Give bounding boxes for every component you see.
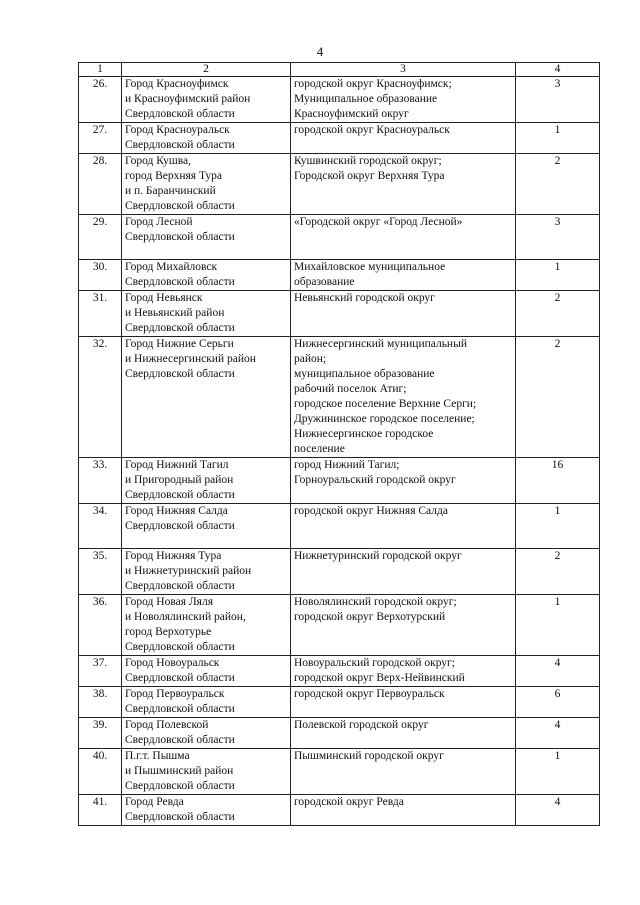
count-cell: 2 <box>516 549 600 595</box>
municipality-cell <box>291 215 516 260</box>
settlement-cell <box>122 504 291 549</box>
municipality-line: Новолялинский городской округ; <box>294 596 457 608</box>
settlement-line: Город Первоуральск <box>125 688 225 700</box>
row-number: 39. <box>79 718 122 749</box>
settlement-line: Город Лесной <box>125 216 193 228</box>
settlement-cell <box>122 656 291 687</box>
count-cell: 2 <box>516 291 600 337</box>
settlement-line: Свердловской области <box>125 139 235 151</box>
settlement-line: Свердловской области <box>125 520 235 532</box>
municipality-cell <box>291 656 516 687</box>
settlement-line: Свердловской области <box>125 580 235 592</box>
column-header: 4 <box>516 63 600 77</box>
settlement-cell <box>122 718 291 749</box>
table-body <box>79 77 600 826</box>
count-cell: 16 <box>516 458 600 504</box>
settlement-line: Свердловской области <box>125 368 235 380</box>
settlement-line: Город Нижние Серьги <box>125 338 234 350</box>
settlement-line: и Пригородный район <box>125 474 234 486</box>
municipality-line: Нижнесергинский муниципальный <box>294 338 467 350</box>
settlement-line: Город Нижняя Тура <box>125 550 222 562</box>
municipality-line: городской округ Верх-Нейвинский <box>294 672 465 684</box>
settlement-cell <box>122 215 291 260</box>
municipality-cell <box>291 795 516 826</box>
count-cell: 6 <box>516 687 600 718</box>
municipality-line: рабочий поселок Атиг; <box>294 383 407 395</box>
row-number: 38. <box>79 687 122 718</box>
settlement-line: Город Новая Ляля <box>125 596 214 608</box>
settlement-line: город Верхняя Тура <box>125 170 223 182</box>
table-row <box>79 718 600 749</box>
districts-table <box>78 62 600 826</box>
settlement-line: Свердловской области <box>125 489 235 501</box>
settlement-line: и п. Баранчинский <box>125 185 216 197</box>
count-cell: 4 <box>516 718 600 749</box>
row-number: 27. <box>79 123 122 154</box>
row-number: 35. <box>79 549 122 595</box>
table-row <box>79 215 600 260</box>
table-row <box>79 458 600 504</box>
municipality-cell <box>291 687 516 718</box>
municipality-line: городской округ Ревда <box>294 796 404 808</box>
table-row <box>79 123 600 154</box>
settlement-line: Город Полевской <box>125 719 209 731</box>
settlement-line: П.г.т. Пышма <box>125 750 190 762</box>
municipality-cell <box>291 260 516 291</box>
municipality-line: Горноуральский городской округ <box>294 474 456 486</box>
municipality-cell <box>291 77 516 123</box>
municipality-cell <box>291 749 516 795</box>
municipality-line: городской округ Нижняя Салда <box>294 505 448 517</box>
settlement-cell <box>122 458 291 504</box>
municipality-line: «Городской округ «Город Лесной» <box>294 216 463 228</box>
count-cell: 2 <box>516 337 600 458</box>
page-number: 4 <box>316 44 324 59</box>
settlement-cell <box>122 260 291 291</box>
column-header: 3 <box>291 63 516 77</box>
settlement-cell <box>122 337 291 458</box>
municipality-line: образование <box>294 276 355 288</box>
settlement-line: Город Новоуральск <box>125 657 220 669</box>
settlement-line: и Нижнетуринский район <box>125 565 252 577</box>
settlement-cell <box>122 687 291 718</box>
table-row <box>79 337 600 458</box>
count-cell: 3 <box>516 77 600 123</box>
municipality-line: город Нижний Тагил; <box>294 459 400 471</box>
municipality-line: Невьянский городской округ <box>294 292 435 304</box>
table-row <box>79 749 600 795</box>
settlement-line: Город Кушва, <box>125 155 191 167</box>
settlement-line: Свердловской области <box>125 276 235 288</box>
table-row <box>79 795 600 826</box>
settlement-line: Свердловской области <box>125 200 235 212</box>
settlement-line: Свердловской области <box>125 231 235 243</box>
row-number: 37. <box>79 656 122 687</box>
settlement-line: и Нижнесергинский район <box>125 353 256 365</box>
settlement-cell <box>122 123 291 154</box>
count-cell: 4 <box>516 795 600 826</box>
settlement-line: Город Михайловск <box>125 261 218 273</box>
municipality-line: городской округ Верхотурский <box>294 611 446 623</box>
table-row <box>79 260 600 291</box>
municipality-line: Кушвинский городской округ; <box>294 155 442 167</box>
settlement-line: Свердловской области <box>125 811 235 823</box>
municipality-line: городское поселение Верхние Серги; <box>294 398 477 410</box>
table-row <box>79 687 600 718</box>
municipality-line: Михайловское муниципальное <box>294 261 446 273</box>
settlement-cell <box>122 77 291 123</box>
municipality-line: поселение <box>294 443 345 455</box>
settlement-cell <box>122 291 291 337</box>
settlement-line: Свердловской области <box>125 780 235 792</box>
settlement-line: город Верхотурье <box>125 626 212 638</box>
settlement-line: Город Красноуфимск <box>125 78 229 90</box>
row-number: 32. <box>79 337 122 458</box>
municipality-line: район; <box>294 353 327 365</box>
settlement-cell <box>122 549 291 595</box>
municipality-cell <box>291 504 516 549</box>
count-cell: 1 <box>516 595 600 656</box>
count-cell: 4 <box>516 656 600 687</box>
row-number: 29. <box>79 215 122 260</box>
municipality-cell <box>291 458 516 504</box>
table-row <box>79 549 600 595</box>
table-row <box>79 154 600 215</box>
municipality-line: Нижнесергинское городское <box>294 428 434 440</box>
settlement-line: и Красноуфимский район <box>125 93 251 105</box>
municipality-cell <box>291 154 516 215</box>
settlement-line: Свердловской области <box>125 672 235 684</box>
settlement-line: Свердловской области <box>125 734 235 746</box>
municipality-line: городской округ Первоуральск <box>294 688 445 700</box>
municipality-line: Полевской городской округ <box>294 719 429 731</box>
municipality-line: Красноуфимский округ <box>294 108 409 120</box>
settlement-line: Свердловской области <box>125 641 235 653</box>
count-cell: 1 <box>516 260 600 291</box>
municipality-line: городской округ Красноуфимск; <box>294 78 452 90</box>
settlement-line: и Пышминский район <box>125 765 234 777</box>
row-number: 36. <box>79 595 122 656</box>
municipality-cell <box>291 123 516 154</box>
settlement-line: Свердловской области <box>125 108 235 120</box>
municipality-cell <box>291 718 516 749</box>
row-number: 31. <box>79 291 122 337</box>
column-header: 2 <box>122 63 291 77</box>
municipality-cell <box>291 595 516 656</box>
count-cell: 2 <box>516 154 600 215</box>
table-row <box>79 656 600 687</box>
count-cell: 1 <box>516 749 600 795</box>
row-number: 30. <box>79 260 122 291</box>
table-row <box>79 77 600 123</box>
settlement-line: Город Ревда <box>125 796 184 808</box>
municipality-line: Пышминский городской округ <box>294 750 444 762</box>
municipality-line: Новоуральский городской округ; <box>294 657 455 669</box>
count-cell: 1 <box>516 123 600 154</box>
count-cell: 3 <box>516 215 600 260</box>
municipality-cell <box>291 337 516 458</box>
table-row <box>79 291 600 337</box>
settlement-line: Город Нижний Тагил <box>125 459 229 471</box>
municipality-line: Муниципальное образование <box>294 93 438 105</box>
settlement-line: и Новолялинский район, <box>125 611 246 623</box>
municipality-cell <box>291 291 516 337</box>
row-number: 33. <box>79 458 122 504</box>
settlement-line: Свердловской области <box>125 322 235 334</box>
municipality-line: Нижнетуринский городской округ <box>294 550 462 562</box>
count-cell: 1 <box>516 504 600 549</box>
table-row <box>79 595 600 656</box>
row-number: 34. <box>79 504 122 549</box>
municipality-line: муниципальное образование <box>294 368 435 380</box>
settlement-cell <box>122 154 291 215</box>
settlement-cell <box>122 795 291 826</box>
municipality-line: городской округ Красноуральск <box>294 124 450 136</box>
settlement-line: Город Нижняя Салда <box>125 505 228 517</box>
row-number: 26. <box>79 77 122 123</box>
settlement-line: Свердловской области <box>125 703 235 715</box>
settlement-cell <box>122 749 291 795</box>
table-row <box>79 504 600 549</box>
settlement-line: Город Красноуральск <box>125 124 230 136</box>
row-number: 40. <box>79 749 122 795</box>
column-header: 1 <box>79 63 122 77</box>
municipality-cell <box>291 549 516 595</box>
settlement-line: и Невьянский район <box>125 307 225 319</box>
municipality-line: Дружининское городское поселение; <box>294 413 475 425</box>
header-row <box>79 63 600 77</box>
row-number: 28. <box>79 154 122 215</box>
settlement-line: Город Невьянск <box>125 292 203 304</box>
settlement-cell <box>122 595 291 656</box>
row-number: 41. <box>79 795 122 826</box>
municipality-line: Городской округ Верхняя Тура <box>294 170 445 182</box>
